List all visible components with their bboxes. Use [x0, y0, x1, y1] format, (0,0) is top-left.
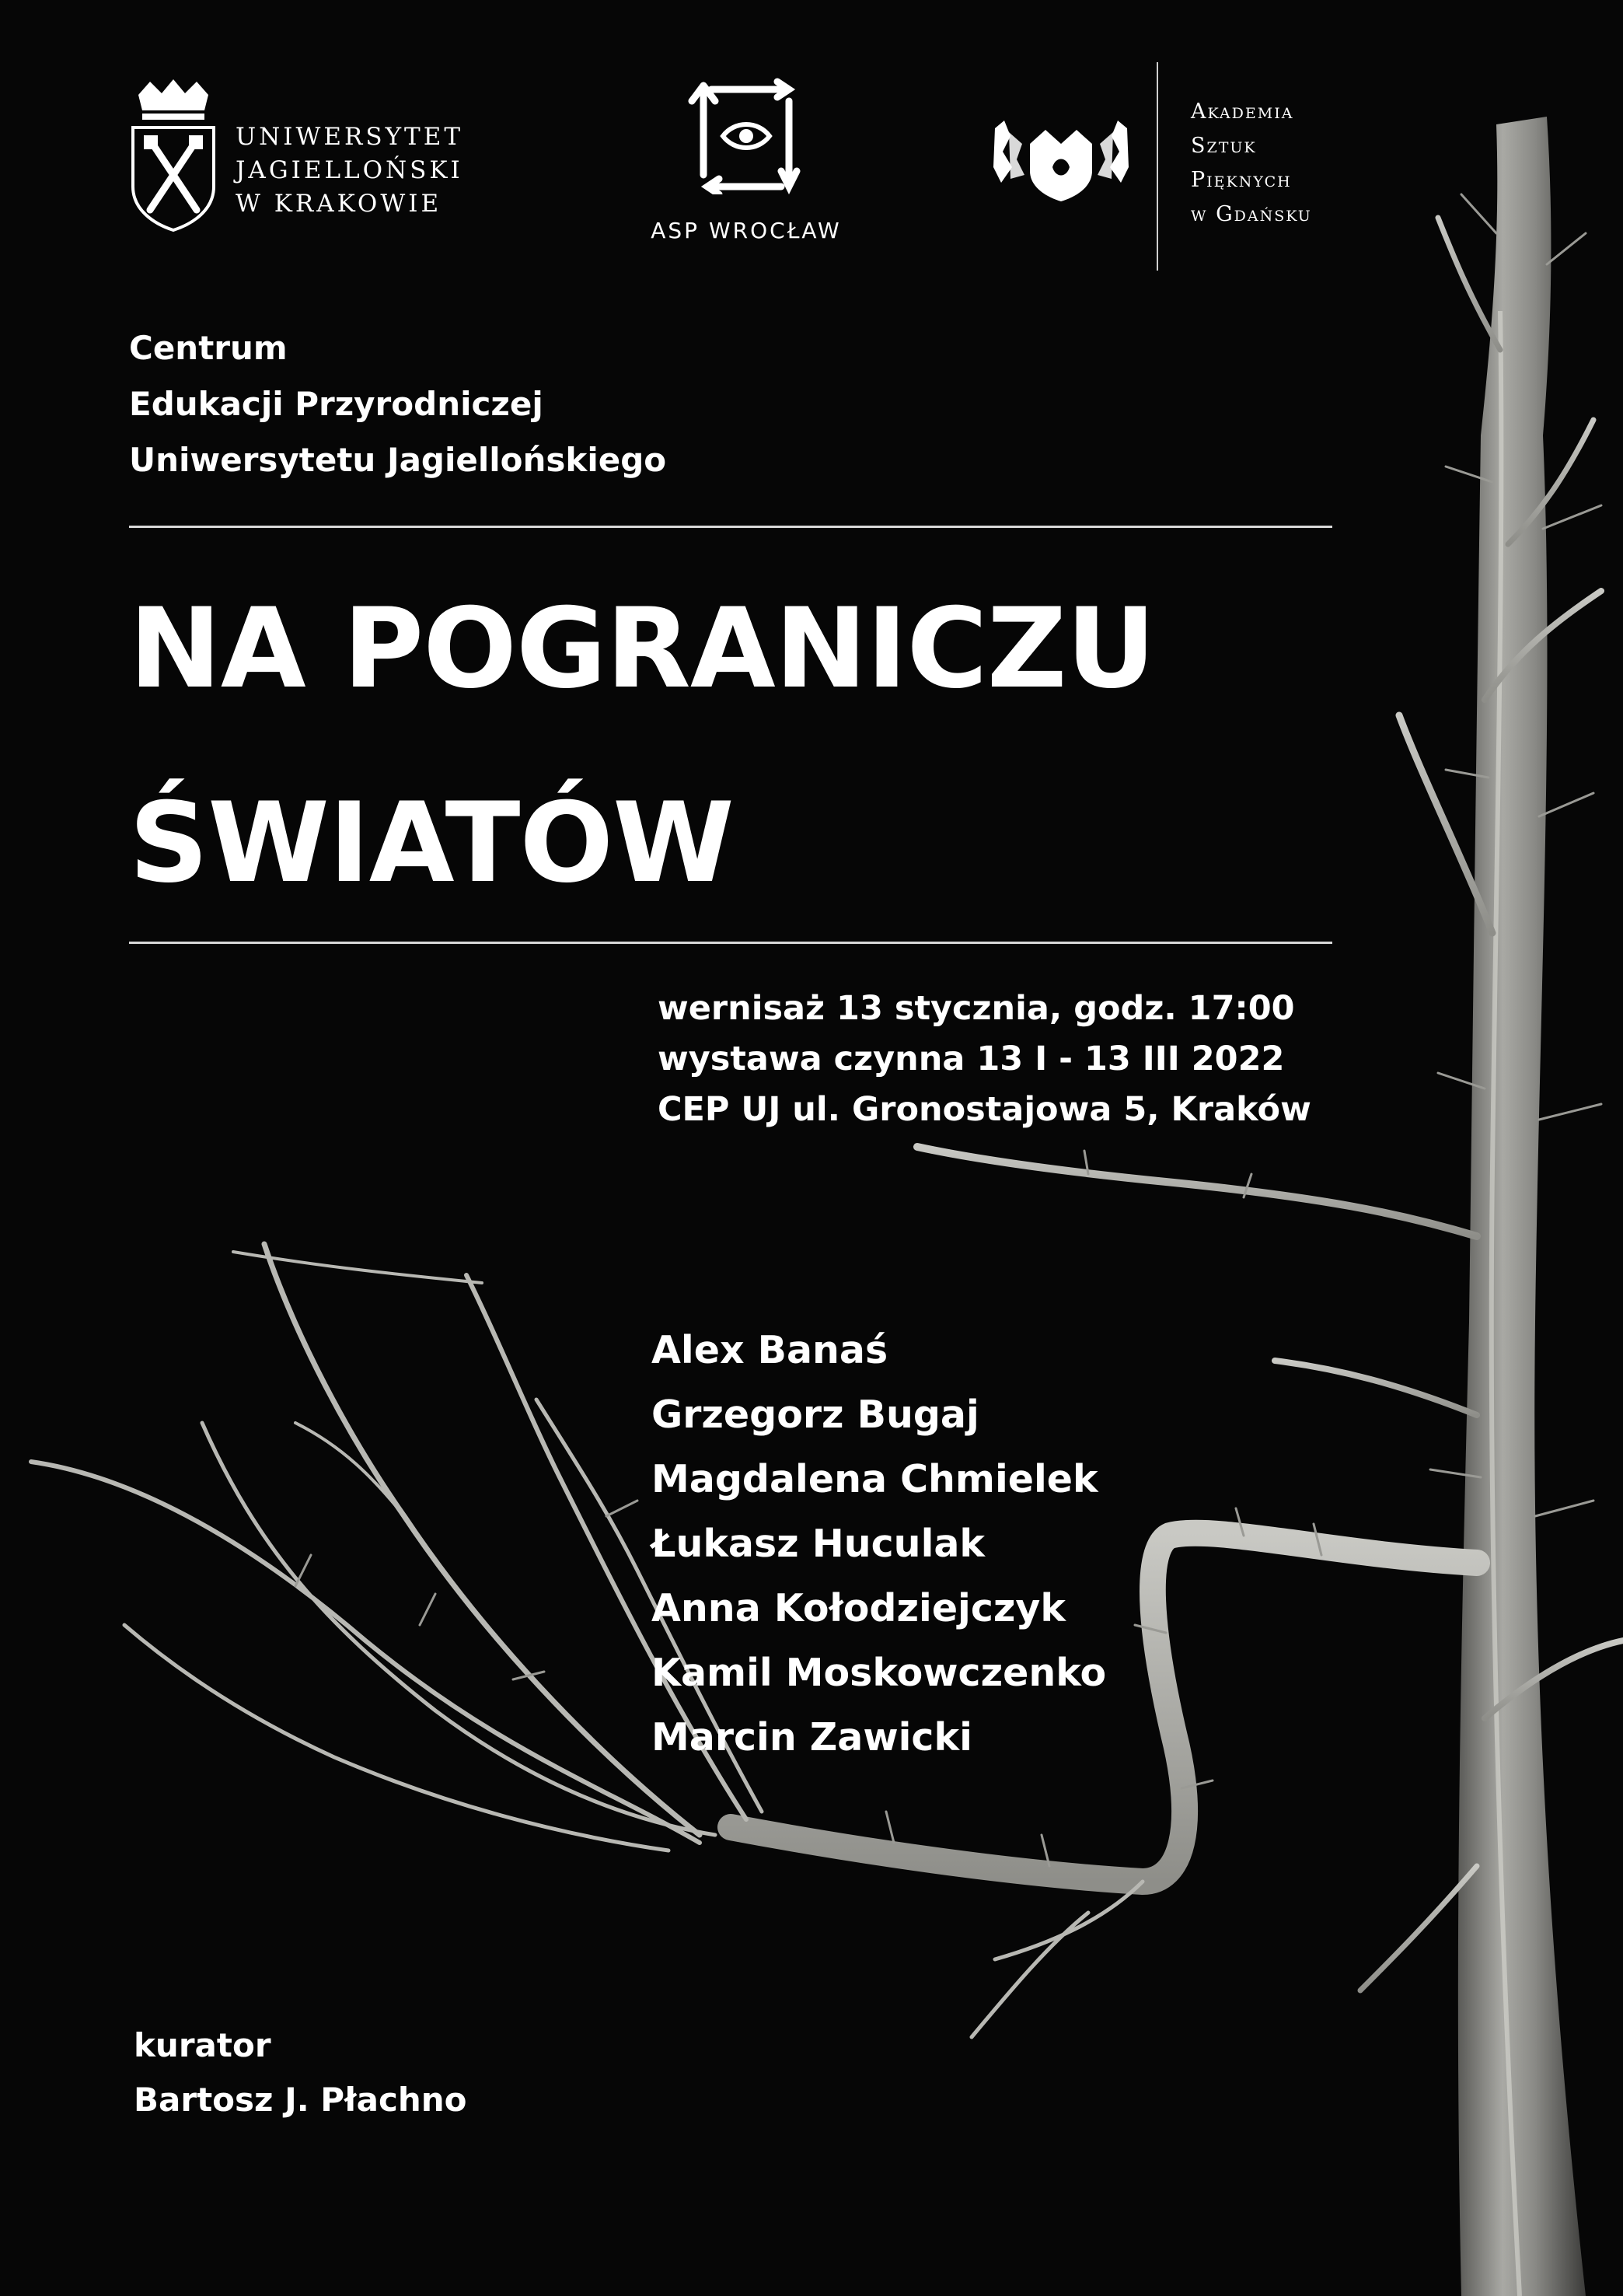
- uj-logo: [127, 78, 484, 233]
- artist-list: [651, 1318, 1106, 1770]
- event-info: [658, 984, 1311, 1135]
- organizer-line-2: Edukacji Przyrodniczej: [129, 385, 543, 423]
- artist-name: Alex Banaś: [651, 1328, 888, 1372]
- artist-name: Kamil Moskowczenko: [651, 1651, 1107, 1695]
- artist-name: Grzegorz Bugaj: [651, 1393, 979, 1437]
- organizer-line-1: Centrum: [129, 329, 288, 367]
- artist-name: Marcin Zawicki: [651, 1715, 972, 1760]
- event-opening: wernisaż 13 stycznia, godz. 17:00: [658, 989, 1295, 1028]
- asp-gdansk-logo: [987, 62, 1360, 280]
- divider-bottom: [129, 942, 1332, 944]
- gdansk-line-3: Pięknych: [1191, 168, 1292, 192]
- gdansk-crest-icon: [987, 113, 1135, 206]
- artist-name: Anna Kołodziejczyk: [651, 1586, 1066, 1630]
- artist-name: Łukasz Huculak: [651, 1522, 986, 1566]
- gdansk-line-1: Akademia: [1191, 100, 1294, 124]
- organizer-line-3: Uniwersytetu Jagiellońskiego: [129, 441, 667, 479]
- curator-name: Bartosz J. Płachno: [134, 2081, 467, 2119]
- uj-line-1: UNIWERSYTET: [236, 123, 464, 151]
- gdansk-line-4: w Gdańsku: [1191, 202, 1312, 226]
- title-line-1: NA POGRANICZU: [129, 585, 1155, 713]
- artist-name: Magdalena Chmielek: [651, 1457, 1098, 1501]
- uj-line-3: W KRAKOWIE: [236, 190, 442, 218]
- plant-trunk: [1458, 117, 1586, 2296]
- event-dates: wystawa czynna 13 I - 13 III 2022: [658, 1040, 1285, 1078]
- divider-top: [129, 526, 1332, 528]
- asp-wroclaw-logo: [614, 78, 878, 257]
- gdansk-line-2: Sztuk: [1191, 134, 1257, 158]
- uj-crest-icon: [127, 78, 220, 233]
- exhibition-title: [129, 552, 1155, 941]
- asp-wroclaw-label: ASP WROCŁAW: [651, 218, 842, 243]
- curator: [134, 2018, 467, 2127]
- asp-eye-icon: [688, 78, 805, 194]
- event-venue: CEP UJ ul. Gronostajowa 5, Kraków: [658, 1090, 1311, 1129]
- curator-label: kurator: [134, 2026, 271, 2064]
- logo-divider: [1157, 62, 1158, 271]
- uj-line-2: JAGIELLOŃSKI: [236, 156, 463, 184]
- uj-wordmark: [236, 121, 463, 221]
- organizer: [129, 320, 666, 488]
- asp-gdansk-wordmark: [1191, 95, 1312, 232]
- title-line-2: ŚWIATÓW: [129, 779, 734, 907]
